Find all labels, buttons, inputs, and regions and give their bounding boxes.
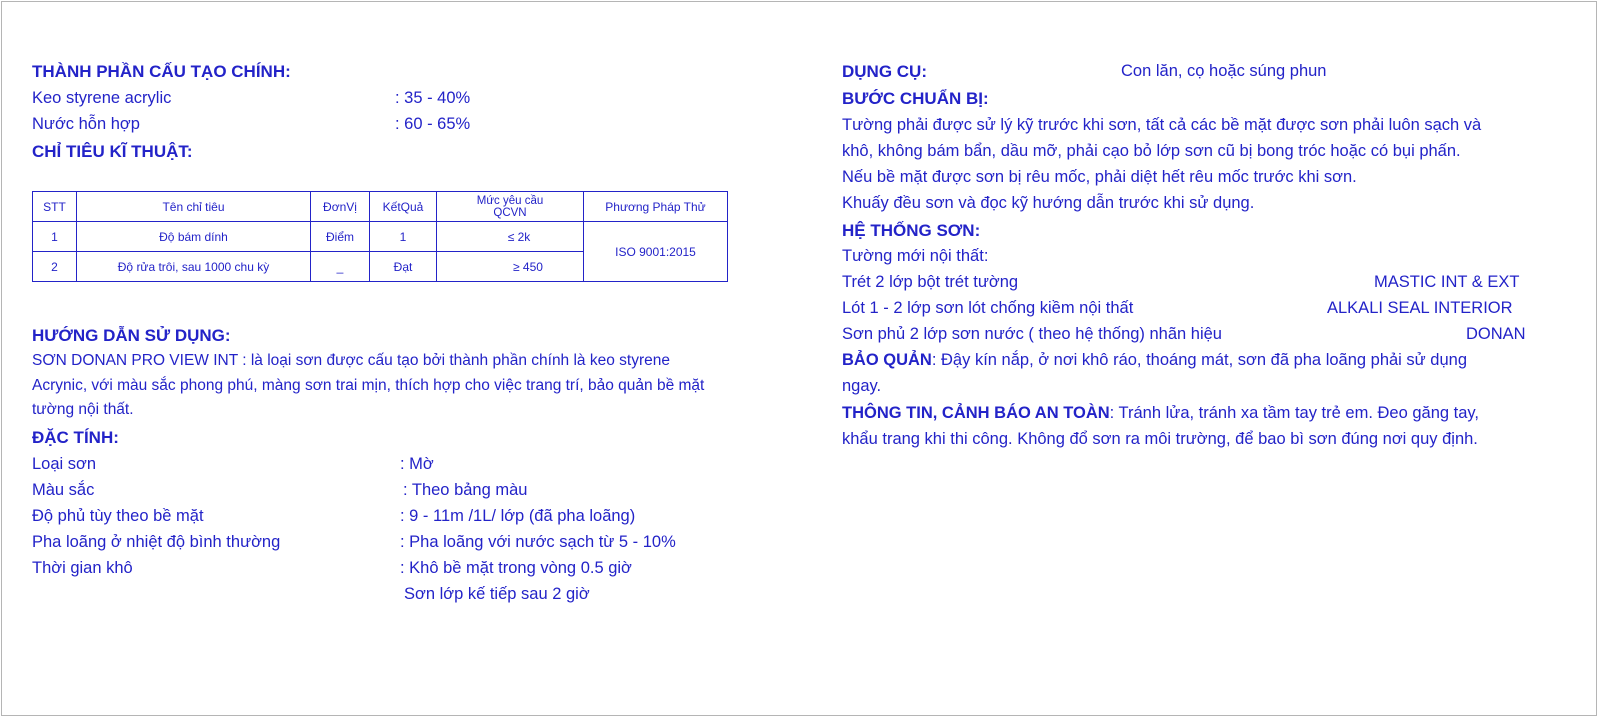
storage-line-1 xyxy=(842,351,1467,370)
composition-value-2: : 60 - 65% xyxy=(395,115,471,133)
system-item-label: Sơn phủ 2 lớp sơn nước ( theo hệ thống) nhãn hiệu xyxy=(842,325,1222,343)
row-requirement: ≤ 2k xyxy=(437,222,584,252)
specs-title: CHỈ TIÊU KĨ THUẬT: xyxy=(32,142,193,161)
row-stt: 1 xyxy=(33,222,77,252)
property-label: Màu sắc xyxy=(32,481,95,499)
spec-table-header xyxy=(33,192,728,222)
header-requirement-line1: Mức yêu cầu xyxy=(476,194,544,207)
row-name: Độ bám dính xyxy=(77,222,311,252)
row-requirement: ≥ 450 xyxy=(437,252,584,282)
tools-title: DỤNG CỤ: xyxy=(842,62,927,81)
composition-label-2: Nước hỗn hợp xyxy=(32,115,140,133)
table-row xyxy=(33,222,728,252)
composition-title: THÀNH PHẦN CẤU TẠO CHÍNH: xyxy=(32,62,291,81)
preparation-line-2: khô, không bám bẩn, dầu mỡ, phải cạo bỏ lớp sơn cũ bị bong tróc hoặc có bụi phấn. xyxy=(842,142,1461,160)
row-result: 1 xyxy=(370,222,437,252)
safety-text: : Tránh lửa, tránh xa tầm tay trẻ em. Đeo găng tay, xyxy=(1109,404,1480,422)
property-value: : Pha loãng với nước sạch từ 5 - 10% xyxy=(400,533,676,551)
header-requirement xyxy=(437,192,584,222)
composition-value-1: : 35 - 40% xyxy=(395,89,471,107)
header-stt: STT xyxy=(33,192,77,222)
header-method: Phương Pháp Thử xyxy=(584,192,728,222)
property-label: Pha loãng ở nhiệt độ bình thường xyxy=(32,533,281,551)
property-label: Độ phủ tùy theo bề mặt xyxy=(32,507,204,525)
preparation-title: BƯỚC CHUẨN BỊ: xyxy=(842,89,989,108)
storage-text: : Đậy kín nắp, ở nơi khô ráo, thoáng mát, sơn đã pha loãng phải sử dụng xyxy=(931,351,1468,369)
property-value: : Mờ xyxy=(400,455,434,473)
system-item-value: DONAN xyxy=(1466,325,1526,343)
property-value: : 9 - 11m /1L/ lớp (đã pha loãng) xyxy=(400,507,636,525)
header-name: Tên chỉ tiêu xyxy=(77,192,311,222)
row-result: Đạt xyxy=(370,252,437,282)
property-value: : Theo bảng màu xyxy=(403,481,528,499)
property-label: Loại sơn xyxy=(32,455,97,473)
system-item-value: ALKALI SEAL INTERIOR xyxy=(1327,299,1513,317)
header-requirement-line2: QCVN xyxy=(493,206,527,219)
row-name: Độ rửa trôi, sau 1000 chu kỳ xyxy=(77,252,311,282)
usage-line-2: Acrynic, với màu sắc phong phú, màng sơn trai mịn, thích hợp cho việc trang trí, bảo quản bề mặt xyxy=(32,377,705,394)
storage-line-2: ngay. xyxy=(842,377,882,395)
system-item-value: MASTIC INT & EXT xyxy=(1374,273,1520,291)
properties-title: ĐẶC TÍNH: xyxy=(32,428,119,447)
spec-table xyxy=(32,191,728,282)
system-item-label: Trét 2 lớp bột trét tường xyxy=(842,273,1019,291)
preparation-line-1: Tường phải được sử lý kỹ trước khi sơn, tất cả các bề mặt được sơn phải luôn sạch và xyxy=(842,116,1482,134)
row-unit: _ xyxy=(311,252,370,282)
usage-title: HƯỚNG DẪN SỬ DỤNG: xyxy=(32,326,231,345)
system-item-label: Lót 1 - 2 lớp sơn lót chống kiềm nội thất xyxy=(842,299,1134,317)
system-intro: Tường mới nội thất: xyxy=(842,247,989,265)
preparation-line-3: Nếu bề mặt được sơn bị rêu mốc, phải diệt hết rêu mốc trước khi sơn. xyxy=(842,168,1357,186)
safety-line-2: khẩu trang khi thi công. Không đổ sơn ra môi trường, để bao bì sơn đúng nơi quy định. xyxy=(842,430,1478,448)
preparation-line-4: Khuấy đều sơn và đọc kỹ hướng dẫn trước khi sử dụng. xyxy=(842,194,1255,212)
property-label: Thời gian khô xyxy=(32,559,133,577)
safety-line-1 xyxy=(842,404,1479,423)
row-unit: Điểm xyxy=(311,222,370,252)
usage-line-1: SƠN DONAN PRO VIEW INT : là loại sơn được cấu tạo bởi thành phần chính là keo styrene xyxy=(32,352,670,369)
safety-title: THÔNG TIN, CẢNH BÁO AN TOÀN xyxy=(842,404,1110,422)
row-stt: 2 xyxy=(33,252,77,282)
header-result: KếtQuả xyxy=(370,192,437,222)
tools-value: Con lăn, cọ hoặc súng phun xyxy=(1121,62,1327,80)
property-extra-value: Sơn lớp kế tiếp sau 2 giờ xyxy=(404,585,590,603)
usage-line-3: tường nội thất. xyxy=(32,401,134,418)
system-title: HỆ THỐNG SƠN: xyxy=(842,221,981,240)
row-method: ISO 9001:2015 xyxy=(584,222,728,282)
header-unit: ĐơnVị xyxy=(311,192,370,222)
property-value: : Khô bề mặt trong vòng 0.5 giờ xyxy=(400,559,632,577)
composition-label-1: Keo styrene acrylic xyxy=(32,89,172,107)
storage-title: BẢO QUẢN xyxy=(842,351,932,369)
